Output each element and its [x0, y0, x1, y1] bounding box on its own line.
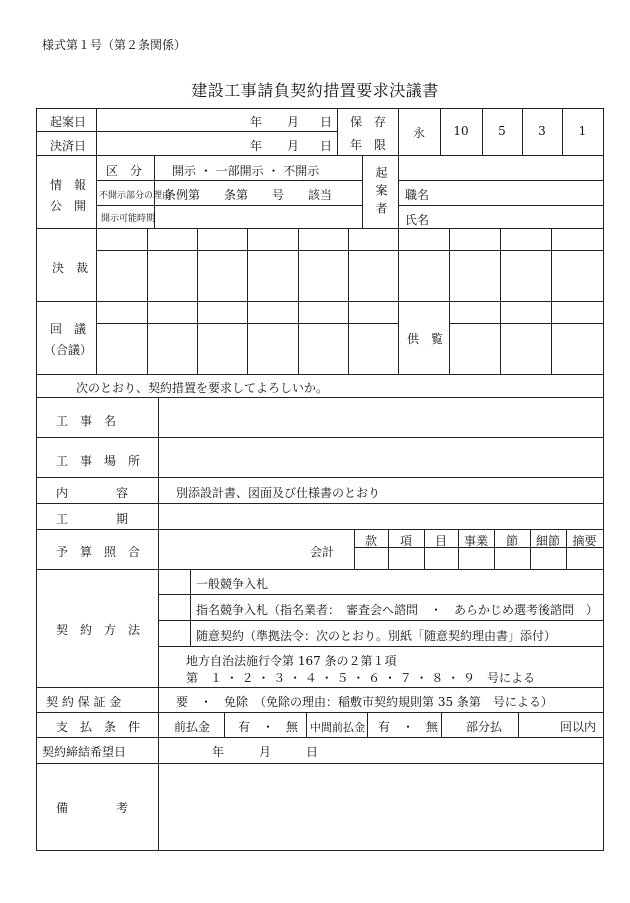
council-label-1: 回 議 — [50, 322, 87, 336]
draft-day: 日 — [320, 115, 333, 129]
desired-date-month: 月 — [259, 745, 272, 759]
deposit-label: 契 約 保 証 金 — [46, 695, 122, 709]
desired-date-label: 契約締結希望日 — [42, 745, 127, 759]
council-label-2: （合議） — [44, 343, 93, 357]
reason-label: 不開示部分の理由 — [99, 191, 172, 201]
law-line-1: 地方自治法施行令第 167 条の２第１項 — [186, 654, 397, 668]
retention-label-2: 年 限 — [350, 138, 387, 152]
draft-year: 年 — [250, 115, 263, 129]
account-label: 会計 — [310, 545, 335, 559]
drafter-title-label: 職名 — [405, 188, 430, 202]
budget-col-tekiyo: 摘要 — [572, 534, 597, 548]
budget-col-setsu: 節 — [505, 534, 518, 548]
budget-col-kou: 項 — [399, 534, 412, 548]
mid-advance-value[interactable]: 有 ・ 無 — [378, 720, 439, 734]
form-number: 様式第１号（第２条関係） — [42, 38, 187, 52]
law-line-2[interactable]: 第 １ ・ ２ ・ ３ ・ ４ ・ ５ ・ ６ ・ ７ ・ ８ ・ ９ 号による — [186, 671, 536, 685]
decision-day: 日 — [320, 139, 333, 153]
mid-advance-label: 中間前払金 — [310, 721, 365, 734]
advance-value[interactable]: 有 ・ 無 — [238, 720, 299, 734]
deposit-value[interactable]: 要 ・ 免除 （免除の理由：稲敷市契約規則第 35 条第 号による） — [176, 695, 553, 709]
contract-method-label: 契 約 方 法 — [56, 623, 141, 637]
budget-label: 予 算 照 合 — [56, 545, 141, 559]
category-options[interactable]: 開示 ・ 一部開示 ・ 不開示 — [172, 164, 320, 178]
draft-date-label: 起案日 — [50, 115, 87, 129]
disclosure-label-1: 情 報 — [50, 178, 87, 192]
budget-col-kan: 款 — [364, 534, 377, 548]
advance-label: 前払金 — [174, 720, 211, 734]
desired-date-day: 日 — [306, 745, 319, 759]
retention-permanent[interactable]: 永 — [412, 126, 425, 140]
inspection-label: 供 覧 — [407, 332, 444, 346]
work-name-label: 工 事 名 — [56, 414, 117, 428]
remarks-label: 備 考 — [56, 801, 129, 815]
retention-3[interactable]: 3 — [538, 124, 546, 138]
decision-date-label: 決済日 — [50, 139, 87, 153]
decision-year: 年 — [250, 139, 263, 153]
retention-1[interactable]: 1 — [578, 124, 587, 138]
method-negotiated[interactable]: 随意契約（準拠法令：次のとおり。別紙「随意契約理由書」添付） — [196, 629, 557, 643]
retention-label-1: 保 存 — [350, 115, 387, 129]
category-label: 区 分 — [106, 164, 143, 178]
period-label: 工 期 — [56, 512, 129, 526]
method-general[interactable]: 一般競争入札 — [196, 577, 269, 591]
decision-month: 月 — [287, 139, 300, 153]
work-location-label: 工 事 場 所 — [56, 454, 141, 468]
method-designated[interactable]: 指名競争入札（指名業者： 審査会へ諮問 ・ あらかじめ選考後諮問 ） — [196, 603, 599, 617]
budget-col-saisetsu: 細節 — [535, 534, 560, 548]
reason-value[interactable]: 条例第 条第 号 該当 — [164, 188, 333, 202]
retention-10[interactable]: 10 — [453, 124, 469, 138]
drafter-label: 起案者 — [374, 166, 388, 220]
drafter-name-label: 氏名 — [405, 213, 430, 227]
approval-label: 決 裁 — [52, 261, 89, 275]
content-label: 内 容 — [56, 486, 129, 500]
page-title: 建設工事請負契約措置要求決議書 — [191, 81, 439, 100]
period-label: 開示可能時期 — [101, 214, 156, 224]
retention-5[interactable]: 5 — [498, 124, 506, 138]
payment-label: 支 払 条 件 — [56, 720, 141, 734]
request-statement: 次のとおり、契約措置を要求してよろしいか。 — [76, 381, 329, 395]
disclosure-label-2: 公 開 — [50, 199, 87, 213]
budget-col-moku: 目 — [434, 534, 447, 548]
draft-month: 月 — [287, 115, 300, 129]
partial-payment-label: 部分払 — [466, 720, 503, 734]
content-value: 別添設計書、図面及び仕様書のとおり — [176, 486, 381, 500]
partial-times-label: 回以内 — [560, 720, 597, 734]
budget-col-jigyo: 事業 — [463, 534, 488, 548]
desired-date-year: 年 — [212, 745, 225, 759]
